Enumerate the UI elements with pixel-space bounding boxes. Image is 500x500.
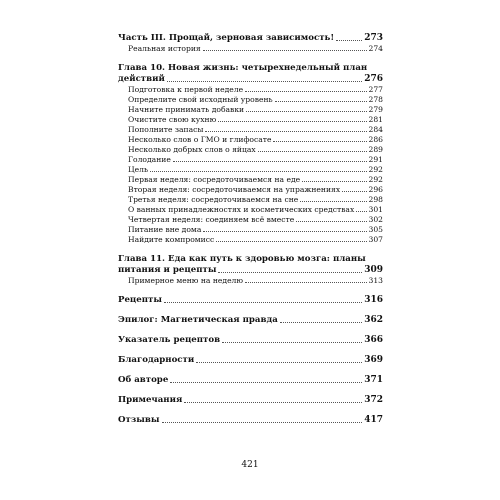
toc-subentry-page: 286: [368, 135, 383, 144]
toc-entry-about-author: [118, 375, 383, 386]
toc-subentry-page: 298: [368, 195, 383, 204]
toc-entry-title: питания и рецепты: [118, 265, 217, 275]
toc-subentry: [118, 205, 383, 215]
toc-subentry-page: 281: [368, 115, 383, 124]
toc-subentry: [118, 215, 383, 225]
dot-leader: [300, 201, 366, 202]
toc-entry-notes: [118, 395, 383, 406]
dot-leader: [170, 382, 362, 383]
toc-subentry: [118, 145, 383, 155]
toc-entry-page: 417: [364, 415, 383, 425]
toc-subentry-page: 289: [368, 145, 383, 154]
toc-subentry-title: О ванных принадлежностях и косметических средствах: [128, 205, 355, 214]
toc-entry-recipes: [118, 295, 383, 306]
dot-leader: [205, 131, 366, 132]
toc-entry-title: Об авторе: [118, 375, 169, 385]
toc-subentry-title: Найдите компромисс: [128, 235, 215, 244]
toc-subentry: [118, 95, 383, 105]
toc-subentry-page: 302: [368, 215, 383, 224]
toc-entry-title: Эпилог: Магнетическая правда: [118, 315, 278, 325]
toc-entry-title: Указатель рецептов: [118, 335, 221, 345]
toc-subentry-title: Цель: [128, 165, 149, 174]
toc-entry-epilogue: [118, 315, 383, 326]
toc-subentry: [118, 125, 383, 135]
toc-entry-reviews: [118, 415, 383, 426]
toc-subentry: [118, 235, 383, 245]
dot-leader: [150, 171, 366, 172]
dot-leader: [173, 161, 367, 162]
dot-leader: [246, 111, 366, 112]
toc-subentry-page: 277: [368, 85, 383, 94]
toc-entry-acknowledgments: [118, 355, 383, 366]
toc-entry-page: 316: [364, 295, 383, 305]
toc-entry-title: Часть III. Прощай, зерновая зависимость!: [118, 33, 335, 43]
dot-leader: [302, 181, 366, 182]
dot-leader: [222, 342, 362, 343]
toc-entry-page: 366: [364, 335, 383, 345]
toc-entry-chapter-10: [118, 74, 383, 85]
dot-leader: [162, 422, 363, 423]
dot-leader: [342, 191, 366, 192]
toc-subentry-page: 292: [368, 165, 383, 174]
toc-subentry-title: Определите свой исходный уровень: [128, 95, 273, 104]
toc-entry-title: действий: [118, 74, 165, 84]
toc-subentry-page: 278: [368, 95, 383, 104]
toc-entry-page: 309: [364, 265, 383, 275]
dot-leader: [218, 272, 362, 273]
toc-subentry-page: 296: [368, 185, 383, 194]
toc-subentry-title: Примерное меню на неделю: [128, 276, 243, 285]
dot-leader: [356, 211, 366, 212]
dot-leader: [216, 241, 366, 242]
toc-entry-page: 372: [364, 395, 383, 405]
toc-subentry-title: Голодание: [128, 155, 171, 164]
toc-entry-title: Благодарности: [118, 355, 195, 365]
toc-entry-page: 276: [364, 74, 383, 84]
toc-subentry: [118, 155, 383, 165]
page-number: 421: [241, 460, 259, 470]
toc-subentry-title: Несколько добрых слов о яйцах: [128, 145, 256, 154]
toc-entry-page: 369: [364, 355, 383, 365]
toc-subentry-title: Третья неделя: сосредоточиваемся на сне: [128, 195, 299, 204]
toc-subentry-title: Очистите свою кухню: [128, 115, 217, 124]
dot-leader: [184, 402, 362, 403]
toc-entry-recipe-index: [118, 335, 383, 346]
dot-leader: [196, 362, 362, 363]
toc-subentry-page: 313: [368, 276, 383, 285]
toc-subentry: [118, 85, 383, 95]
toc-entry-chapter-10-line1: Глава 10. Новая жизнь: четырехнедельный план: [118, 63, 368, 73]
toc-subentry-title: Питание вне дома: [128, 225, 202, 234]
toc-entry-title: Примечания: [118, 395, 183, 405]
dot-leader: [275, 101, 367, 102]
toc-subentry: [118, 276, 383, 286]
toc-subentry-title: Начните принимать добавки: [128, 105, 245, 114]
toc-subentry-page: 284: [368, 125, 383, 134]
dot-leader: [280, 322, 362, 323]
toc-subentry-page: 279: [368, 105, 383, 114]
toc-entry-chapter-11-line1: Глава 11. Еда как путь к здоровью мозга: планы: [118, 254, 366, 264]
toc-subentry-title: Несколько слов о ГМО и глифосате: [128, 135, 272, 144]
toc-subentry-title: Реальная история: [128, 44, 201, 53]
toc-subentry-page: 301: [368, 205, 383, 214]
toc-subentry-title: Подготовка к первой неделе: [128, 85, 244, 94]
dot-leader: [167, 81, 362, 82]
dot-leader: [164, 302, 362, 303]
dot-leader: [258, 151, 367, 152]
dot-leader: [245, 91, 366, 92]
toc-subentry-page: 291: [368, 155, 383, 164]
toc-subentry: [118, 105, 383, 115]
toc-subentry: [118, 185, 383, 195]
toc-subentry: [118, 225, 383, 235]
toc-subentry: [118, 115, 383, 125]
toc-entry-chapter-11: [118, 265, 383, 276]
toc-subentry-title: Пополните запасы: [128, 125, 204, 134]
dot-leader: [273, 141, 366, 142]
dot-leader: [203, 231, 366, 232]
toc-subentry-page: 292: [368, 175, 383, 184]
toc-subentry: [118, 44, 383, 54]
toc-subentry-page: 274: [368, 44, 383, 53]
dot-leader: [296, 221, 366, 222]
toc-entry-title: Отзывы: [118, 415, 160, 425]
toc-subentry: [118, 195, 383, 205]
toc-subentry: [118, 135, 383, 145]
toc-entry-page: 371: [364, 375, 383, 385]
toc-subentry-title: Вторая неделя: сосредоточиваемся на упражнениях: [128, 185, 341, 194]
toc-subentry-page: 305: [368, 225, 383, 234]
toc-subentry: [118, 165, 383, 175]
toc-entry-title: Рецепты: [118, 295, 162, 305]
dot-leader: [218, 121, 366, 122]
toc-subentry-title: Четвертая неделя: соединяем всё вместе: [128, 215, 295, 224]
dot-leader: [336, 40, 362, 41]
toc-subentry: [118, 175, 383, 185]
toc-entry-page: 273: [364, 33, 383, 43]
toc-subentry-title: Первая неделя: сосредоточиваемся на еде: [128, 175, 301, 184]
toc-entry-page: 362: [364, 315, 383, 325]
toc-subentry-page: 307: [368, 235, 383, 244]
table-of-contents: [118, 33, 383, 426]
dot-leader: [203, 50, 367, 51]
toc-entry-part-3: [118, 33, 383, 44]
chapter-10-subentries: [118, 85, 383, 245]
dot-leader: [245, 282, 367, 283]
